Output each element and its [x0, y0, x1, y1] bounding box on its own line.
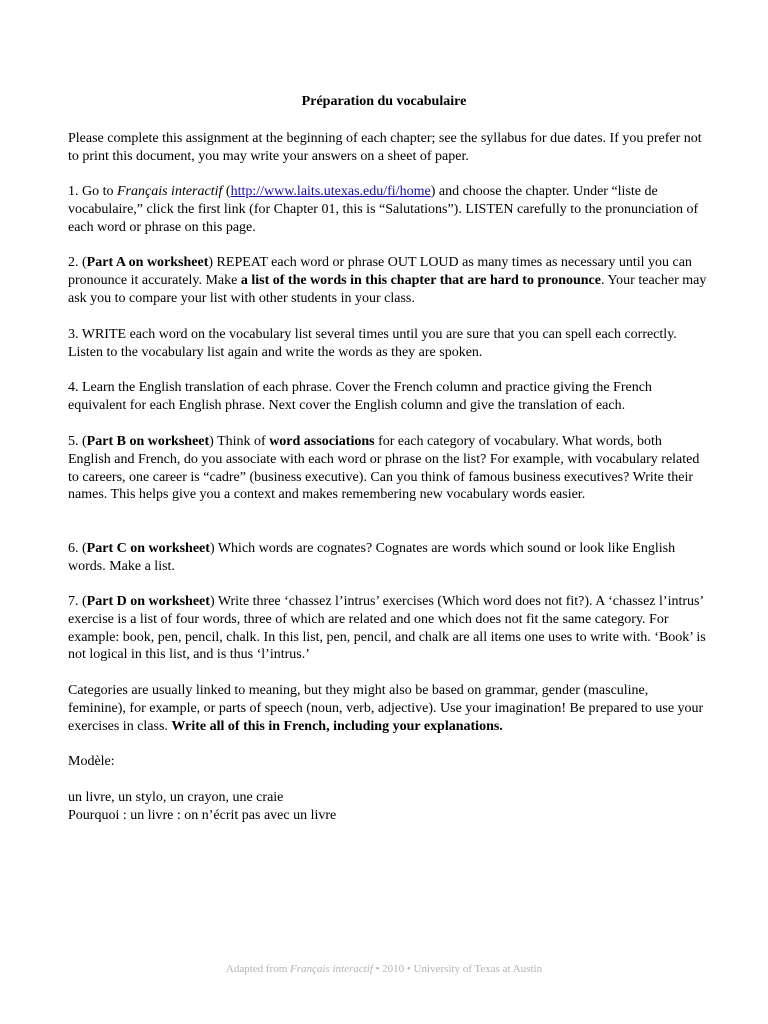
part-b-label: Part B on worksheet: [86, 434, 210, 449]
step-1-rest: ) and choose the chapter. Under “liste de vocabulaire,” click the first link (for Chapter 01, this is “Salutations”). LISTEN carefully to the pronunciation of each word or phrase on this page.: [68, 184, 699, 235]
step-5-paragraph: [68, 433, 708, 504]
step-6-rest: ) Which words are cognates? Cognates are words which sound or look like English words. Make a list.: [68, 541, 676, 574]
model-label: Modèle:: [68, 754, 115, 769]
site-link[interactable]: http://www.laits.utexas.edu/fi/home: [230, 184, 431, 199]
step-2-paragraph: [68, 254, 708, 307]
step-4-paragraph: [68, 379, 708, 415]
part-c-label: Part C on worksheet: [86, 541, 210, 556]
footer-lead: Adapted from: [225, 963, 291, 975]
step-6-lead: 6. (: [68, 541, 87, 556]
step-7-paragraph: [68, 593, 708, 664]
model-example-line-2: Pourquoi : un livre : on n’écrit pas avec un livre: [68, 807, 337, 823]
step-7-lead: 7. (: [68, 594, 87, 609]
site-name: Français interactif: [117, 184, 223, 199]
step-5-mid: ) Think of: [209, 434, 270, 449]
step-2-rest: . Your teacher may ask you to compare your list with other students in your class.: [68, 272, 707, 306]
step-3-paragraph: [68, 326, 708, 362]
categories-paragraph: [68, 682, 708, 735]
model-example-line-1: un livre, un stylo, un crayon, une craie: [68, 790, 284, 805]
model-example: [68, 789, 708, 825]
step-5-lead: 5. (: [68, 434, 87, 449]
model-label-paragraph: [68, 753, 708, 771]
hard-words-emphasis: a list of the words in this chapter that are hard to pronounce: [240, 272, 601, 288]
step-1-paragraph: [68, 183, 708, 236]
step-7-rest: ) Write three ‘chassez l’intrus’ exercises (Which word does not fit?). A ‘chassez l’intrus’ exercise is a list of four words, three of which are related and one which does not fit the same category. For example: book, pen, pencil, chalk. In this list, pen, pencil, and chalk are all items one uses to write with. ‘Book’ is not logical in this list, and is thus ‘l’intrus.’: [68, 594, 706, 663]
word-associations-emphasis: word associations: [269, 434, 375, 449]
step-1-open-paren: (: [222, 184, 231, 199]
step-5-rest: for each category of vocabulary. What words, both English and French, do you associate with each word or phrase on the list? For example, with vocabulary related to careers, one career is “cadre” (business executive). Can you think of famous business executives? Write their names. This helps give you a context and makes remembering new vocabulary words easier.: [68, 434, 700, 503]
step-2-lead: 2. (: [68, 255, 87, 270]
step-3-text: 3. WRITE each word on the vocabulary list several times until you are sure that you can spell each correctly. Listen to the vocabulary list again and write the words as they are spoken.: [68, 327, 677, 360]
step-1-lead: 1. Go to: [68, 184, 117, 199]
page-footer: [0, 963, 768, 975]
footer-site-name: Français interactif: [290, 963, 373, 975]
step-4-text: 4. Learn the English translation of each phrase. Cover the French column and practice giving the French equivalent for each English phrase. Next cover the English column and give the translation of each.: [68, 380, 652, 413]
categories-text: Categories are usually linked to meaning, but they might also be based on grammar, gender (masculine, feminine), for example, or parts of speech (noun, verb, adjective). Use your imagination! Be prepared to use your exercises in class.: [68, 683, 704, 734]
part-d-label: Part D on worksheet: [86, 594, 210, 609]
step-2-mid: ) REPEAT each word or phrase OUT LOUD as many times as necessary until you can pronounce it accurately. Make: [68, 255, 692, 288]
write-in-french-emphasis: Write all of this in French, including your explanations.: [171, 718, 503, 734]
footer-rest: • 2010 • University of Texas at Austin: [372, 963, 543, 975]
page-title: Préparation du vocabulaire: [301, 94, 467, 109]
intro-paragraph: [68, 130, 708, 166]
step-6-paragraph: [68, 540, 708, 576]
part-a-label: Part A on worksheet: [86, 255, 209, 270]
intro-text: Please complete this assignment at the beginning of each chapter; see the syllabus for due dates. If you prefer not to print this document, you may write your answers on a sheet of paper.: [68, 131, 702, 164]
